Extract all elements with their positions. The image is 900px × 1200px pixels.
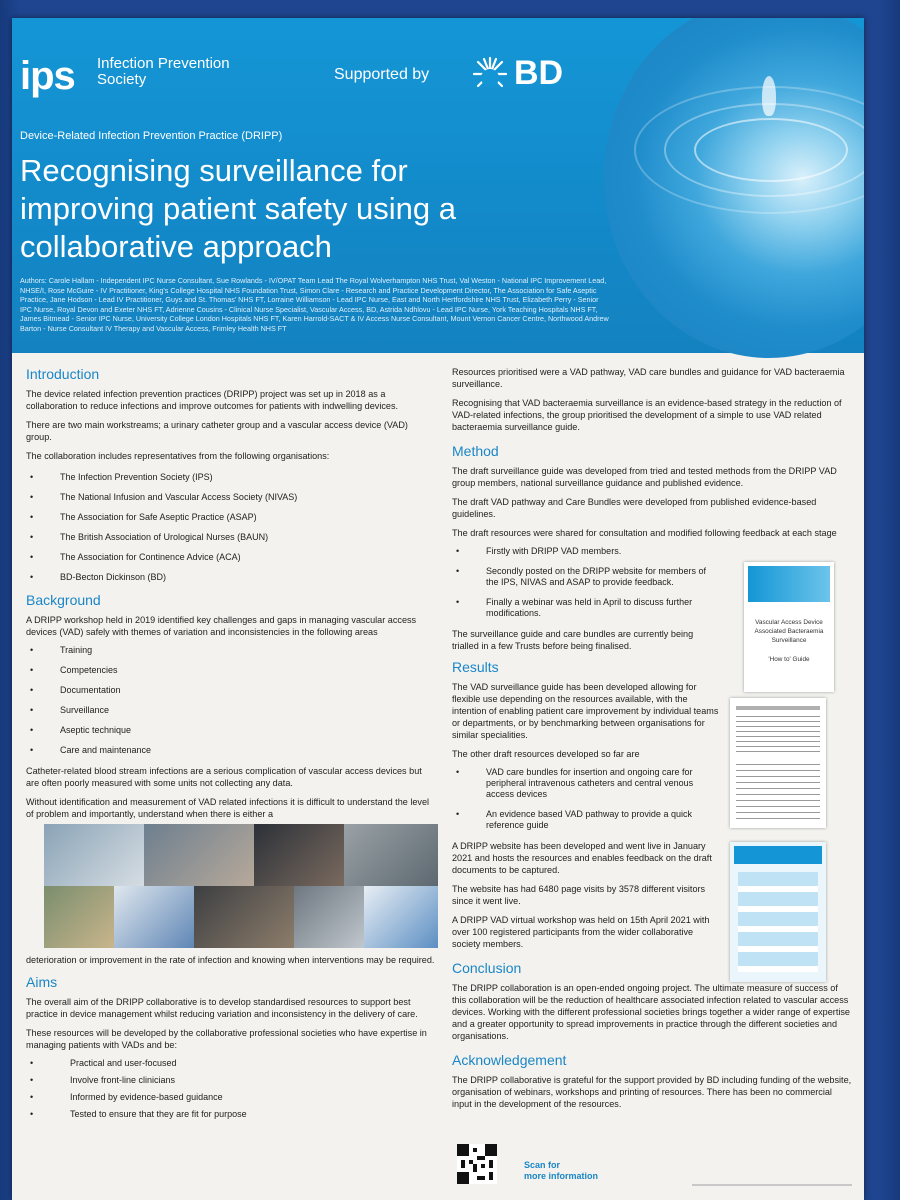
- intro-paragraph-2: There are two main workstreams; a urinary catheter group and a vascular access device (VAD) group.: [26, 420, 408, 442]
- workshop-photo: [114, 886, 194, 948]
- conclusion-heading: Conclusion: [452, 960, 522, 976]
- table-graphic: [736, 716, 820, 756]
- workshop-photo: [364, 886, 438, 948]
- workshop-photo: [44, 824, 144, 886]
- water-droplet: [762, 76, 776, 116]
- ips-logo: ips: [20, 54, 75, 98]
- areas-list: [26, 645, 436, 756]
- workshop-photo-collage: [44, 824, 438, 948]
- table-graphic: [736, 764, 820, 820]
- background-paragraph-2: Catheter-related blood stream infections are a serious complication of vascular access devices but are often poorly measured with some units not collecting any data.: [26, 766, 422, 788]
- supported-by-label: Supported by: [334, 66, 430, 83]
- list-item: • Training: [26, 645, 436, 656]
- authors-list: Authors: Carole Hallam - Independent IPC Nurse Consultant, Sue Rowlands - IV/OPAT Team Lead The Royal Wolverhampton NHS Trust, Val Weston - National IPC Improvement Lead, NHSE/I, Rose McGuire - IV Practitioner, King's College Hospital NHS Foundation Trust, Simon Clare - Research and Practice Development Director, The Association for Safe Aseptic Practice, Jane Hodson - Lead IV Practitioner, Guys and St. Thomas' NHS FT, Lorraine Williamson - Lead IPC Nurse, East and North Hertfordshire NHS Trust, Elizabeth Perry - Senior IPC Nurse, Royal Devon and Exeter NHS FT, Adrienne Cousins - Clinical Nurse Specialist, Vascular Access, BD, Astrida Ndhlovu - Lead IPC Nurse, York Teaching Hospitals NHS FT, James Bitmead - Senior IPC Nurse, University College London Hospitals NHS FT, Karen Harrold-SACT & IV Access Nurse Consultant, Mount Vernon Cancer Centre, Northwood Andrew Barton - Nurse Consultant IV Therapy and Vascular Access, Frimley Health NHS FT: [20, 276, 609, 333]
- surveillance-guide-thumbnail: [744, 562, 834, 692]
- list-item: • The Infection Prevention Society (IPS): [26, 472, 436, 483]
- organisations-list: [26, 472, 436, 583]
- workshop-photo: [194, 886, 294, 948]
- bd-logo-text: BD: [514, 54, 564, 92]
- method-paragraph-1: The draft surveillance guide was developed from tried and tested methods from the DRIPP VAD group members, national surveillance guidance and published evidence.: [452, 466, 837, 488]
- results-paragraph-3: A DRIPP website has been developed and went live in January 2021 and hosts the resources and enables feedback on the draft documents to be captured.: [452, 841, 712, 875]
- method-paragraph-3: The draft resources were shared for consultation and modified following feedback at each stage: [452, 528, 837, 538]
- bd-star-icon: [472, 56, 508, 92]
- results-paragraph-1: The VAD surveillance guide has been developed allowing for flexible use depending on the resources available, with the intention of enabling patient care improvement by individual teams or departments, or by benchmarking between organisations for similar specialities.: [452, 682, 719, 740]
- list-item: • The National Infusion and Vascular Access Society (NIVAS): [26, 492, 436, 503]
- guide-thumbnail-title: Vascular Access Device Associated Bacteraemia Surveillance: [754, 619, 824, 644]
- guide-thumbnail-subtitle: 'How to' Guide: [768, 656, 810, 663]
- list-item: • Tested to ensure that they are fit for purpose: [26, 1109, 436, 1120]
- results-paragraph-5: A DRIPP VAD virtual workshop was held on 15th April 2021 with over 100 registered participants from the wider collaborative society members.: [452, 915, 710, 949]
- list-item: • Informed by evidence-based guidance: [26, 1092, 436, 1103]
- list-item: • Involve front-line clinicians: [26, 1075, 436, 1086]
- list-item: • The British Association of Urological Nurses (BAUN): [26, 532, 436, 543]
- poster-title: Recognising surveillance for improving patient safety using a collaborative approach: [20, 153, 456, 264]
- scan-label-line-2: more information: [524, 1171, 599, 1181]
- workshop-photo: [294, 886, 364, 948]
- resources-paragraph-1: Resources prioritised were a VAD pathway, VAD care bundles and guidance for VAD bacteraemia surveillance.: [452, 367, 845, 389]
- pathway-header-bar: [734, 846, 822, 864]
- list-item: • Secondly posted on the DRIPP website for members of the IPS, NIVAS and ASAP to provide feedback.: [452, 566, 712, 588]
- aims-list: [26, 1058, 436, 1120]
- list-item: • An evidence based VAD pathway to provide a quick reference guide: [452, 809, 712, 831]
- footer-line: [692, 1184, 852, 1186]
- method-steps-list: [452, 546, 712, 619]
- list-item: • BD-Becton Dickinson (BD): [26, 572, 436, 583]
- list-item: • Firstly with DRIPP VAD members.: [452, 546, 712, 557]
- results-heading: Results: [452, 659, 499, 675]
- list-item: • Competencies: [26, 665, 436, 676]
- water-drop-image: [604, 18, 864, 358]
- aims-paragraph-2: These resources will be developed by the collaborative professional societies who have expertise in managing patients with VADs and be:: [26, 1028, 427, 1050]
- intro-paragraph-1: The device related infection prevention practices (DRIPP) project was set up in 2018 as a collaboration to reduce infections and improve outcomes for patients with indwelling devices.: [26, 389, 399, 411]
- workshop-photo: [344, 824, 438, 886]
- care-bundle-thumbnail: [730, 698, 826, 828]
- introduction-heading: Introduction: [26, 366, 100, 382]
- intro-paragraph-3: The collaboration includes representatives from the following organisations:: [26, 451, 330, 461]
- method-heading: Method: [452, 443, 499, 459]
- method-paragraph-2: The draft VAD pathway and Care Bundles were developed from published evidence-based guidelines.: [452, 497, 817, 519]
- list-item: • The Association for Safe Aseptic Practice (ASAP): [26, 512, 436, 523]
- scan-label: [524, 1160, 598, 1182]
- background-paragraph-1: A DRIPP workshop held in 2019 identified key challenges and gaps in managing vascular access devices (VAD) safely with themes of variation and inconsistencies in the following areas: [26, 615, 417, 637]
- background-paragraph-4: deterioration or improvement in the rate of infection and knowing when interventions may be required.: [26, 955, 435, 965]
- list-item: • Finally a webinar was held in April to discuss further modifications.: [452, 597, 712, 619]
- conclusion-paragraph: The DRIPP collaboration is an open-ended ongoing project. The ultimate measure of success of this collaboration will be the reduction of healthcare associated infection related to vascular access devices. Working with the different professional societies brings together a wider range of expertise and a greater opportunity to spread improvements in practice through the different societies and organisations.: [452, 983, 850, 1041]
- scan-label-line-1: Scan for: [524, 1160, 561, 1170]
- background-paragraph-3: Without identification and measurement of VAD related infections it is difficult to understand the level of problem and importantly, understand when there is either a: [26, 797, 430, 819]
- qr-code[interactable]: [457, 1144, 497, 1184]
- background-heading: Background: [26, 592, 101, 608]
- results-paragraph-2: The other draft resources developed so far are: [452, 749, 640, 759]
- pathway-steps-graphic: [738, 872, 818, 972]
- list-item: • Aseptic technique: [26, 725, 436, 736]
- workshop-photo: [144, 824, 254, 886]
- list-item: • Documentation: [26, 685, 436, 696]
- resources-paragraph-2: Recognising that VAD bacteraemia surveillance is an evidence-based strategy in the reduction of VAD-related infections, the group prioritised the development of a simple to use VAD related bacteraemia surveillance guide.: [452, 398, 842, 432]
- vad-pathway-thumbnail: [730, 842, 826, 982]
- list-item: • Practical and user-focused: [26, 1058, 436, 1069]
- list-item: • Surveillance: [26, 705, 436, 716]
- ips-name: Infection Prevention Society: [97, 55, 230, 88]
- acknowledgement-paragraph: The DRIPP collaborative is grateful for the support provided by BD including funding of the website, organisation of webinars, workshops and printing of resources. There has been no commercial input in the development of the resources.: [452, 1075, 852, 1109]
- results-paragraph-4: The website has had 6480 page visits by 3578 different visitors since it went live.: [452, 884, 706, 906]
- guide-cover-banner: [748, 566, 830, 602]
- workshop-photo: [44, 886, 114, 948]
- left-column: [26, 366, 436, 1126]
- text-line: [736, 706, 820, 710]
- list-item: • Care and maintenance: [26, 745, 436, 756]
- poster-header: [12, 18, 864, 353]
- logo-row: [12, 48, 612, 108]
- ripple: [634, 86, 864, 214]
- results-list: [452, 767, 712, 831]
- poster: [12, 18, 864, 1200]
- method-paragraph-4: The surveillance guide and care bundles are currently being trialled in a few Trusts before being finalised.: [452, 629, 694, 651]
- aims-paragraph-1: The overall aim of the DRIPP collaborative is to develop standardised resources to support best practice in device management whilst reducing variation and inconsistency in the delivery of care.: [26, 997, 418, 1019]
- aims-heading: Aims: [26, 974, 58, 990]
- list-item: • VAD care bundles for insertion and ongoing care for peripheral intravenous catheters and central venous access devices: [452, 767, 712, 800]
- workshop-photo: [254, 824, 344, 886]
- project-name: Device-Related Infection Prevention Practice (DRIPP): [20, 130, 283, 142]
- list-item: • The Association for Continence Advice (ACA): [26, 552, 436, 563]
- acknowledgement-heading: Acknowledgement: [452, 1052, 567, 1068]
